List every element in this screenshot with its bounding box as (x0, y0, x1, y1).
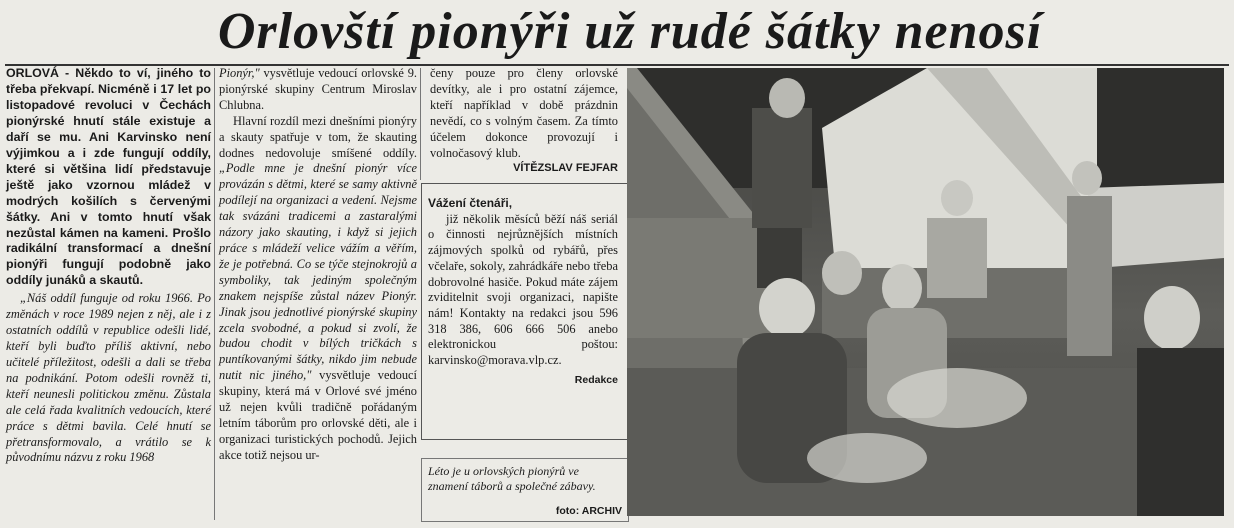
column-3 (430, 66, 618, 174)
author-byline: VÍTĚZSLAV FEJFAR (513, 162, 618, 175)
box-greeting: Vážení čtenáři, (428, 196, 513, 210)
photo-caption: Léto je u orlovských pionýrů ve znamení táborů a společné zábavy. (428, 464, 596, 493)
column-2 (219, 66, 417, 464)
photo-credit: foto: ARCHIV (555, 505, 622, 517)
box-body: již několik měsíců běží náš seriál o činnosti nejrůznějších místních zájmových spolků od rybářů, přes včelaře, sokoly, zahrádkáře nebo třeba dobrovolné hasiče. Pokud máte zájem zviditelnit svoji organizaci, napište nám! Kontakty na redakci jsou 596 318 386, 606 666 506 anebo elektronickou poštou: karvinsko@morava.vlp.cz. (428, 211, 618, 368)
article-paragraph (219, 66, 417, 114)
column-divider (214, 68, 215, 520)
article-paragraph: čeny pouze pro členy orlovské devítky, ale i pro ostatní zájemce, kteří například v době prázdnin nevědí, co s volným časem. Za tímto účelem dokonce provozují i volnočasový klub. (430, 66, 618, 160)
quote-end: Pionýr," (219, 66, 260, 80)
paragraph-text: vysvětluje vedoucí orlovské 9. pionýrské skupiny Centrum Miroslav Chlubna. (219, 66, 417, 112)
article-quote: „Náš oddíl funguje od roku 1966. Po změnách v roce 1989 nejen z něj, ale i z ostatních oddílů v republice odešli lidé, kteří byli buďto příliš aktivní, nebo učitelé příležitost, odešli a dali se třeba na podnikání. Potom odešli rovněž ti, kteří neunesli politickou změnu. Zůstala ale celá řada kvalitních vedoucích, které práce s dětmi bavila. Celé hnutí se přetransformovalo, a vrátilo se k původnímu názvu z roku 1968 (6, 291, 211, 465)
article-photo (627, 68, 1224, 516)
column-divider (420, 68, 421, 180)
paragraph-text: vysvětluje vedoucí skupiny, která má v Orlové své jméno už nejen kvůli tradičně pořádaným letním táborům pro orlovské děti, ale i organizaci turistických pochodů. Jejich akce totiž nejsou ur- (219, 368, 417, 462)
headline: Orlovští pionýři už rudé šátky nenosí (217, 3, 1043, 60)
editorial-text (428, 196, 618, 388)
article-paragraph (219, 114, 417, 464)
article-lede: ORLOVÁ - Někdo to ví, jiného to třeba překvapí. Nicméně i 17 let po listopadové revoluci v Čechách pionýrské hnutí stále existuje a daří se mu. Ani Karvinsko není výjimkou a i zde fungují oddíly, které si většina lidí představuje ještě jako vzornou mládež v modrých košilích s červenými šátky. Ani v tomto hnutí však nezůstal kámen na kameni. Prošlo radikální transformací a dnešní pionýři fungují podobně jako oddíly junáků a skautů. (6, 66, 211, 288)
paragraph-quote: „Podle mne je dnešní pionýr více provázán s dětmi, které se samy aktivně podílejí na organizaci a vedení. Nejsme tak svázáni tradicemi a zastaralými názory jako skauting, i když si jejich práce s mládeží velice vážím a věřím, že je potřebná. Co se týče stejnokrojů a symboliky, tak jediným společným znakem nejspíše zůstal název Pionýr. Jinak jsou jednotlivé pionýrské skupiny zcela svobodné, a pokud si zvolí, že budou chodit v bílých tričkách s puntíkovanými šátky, nikdo jim nebude nutit nic jiného," (219, 161, 417, 383)
paragraph-text: Hlavní rozdíl mezi dnešními pionýry a skauty spatřuje v tom, že skauting dodnes nedovoluje smíšené oddíly. (219, 113, 417, 160)
photo-illustration (627, 68, 1224, 516)
box-signature: Redakce (574, 373, 618, 386)
photo-caption-box (421, 458, 629, 522)
column-1 (6, 66, 211, 466)
editorial-box (421, 183, 629, 440)
